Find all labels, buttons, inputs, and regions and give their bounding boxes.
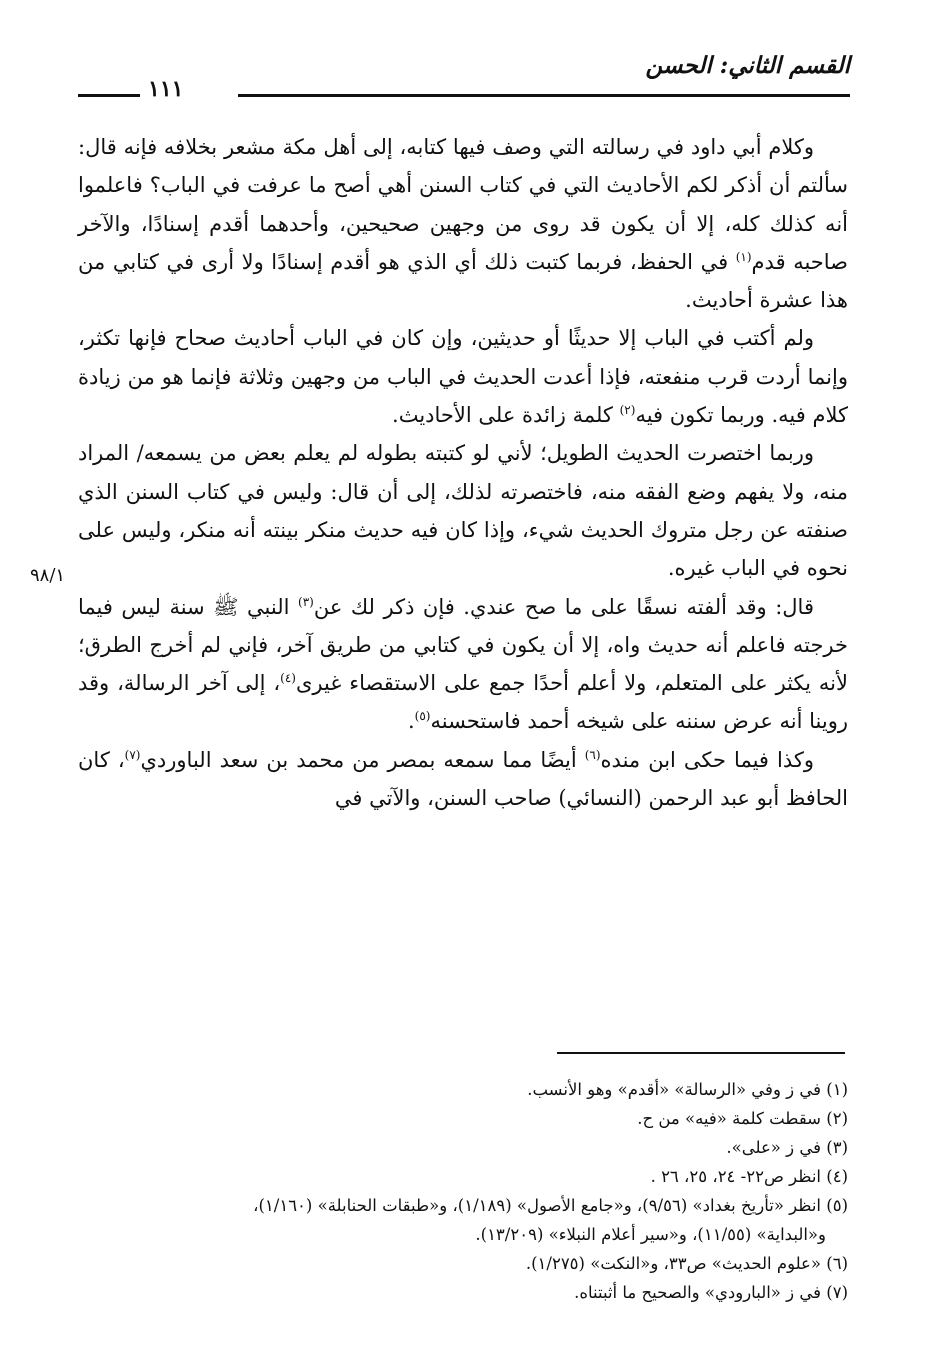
paragraph-5: [78, 741, 848, 818]
footnote-marker: (٧): [124, 747, 141, 762]
text-run: وربما اختصرت الحديث الطويل؛ لأني لو كتبته بطوله لم يعلم بعض من يسمعه/ المراد منه، ولا يفهم وضع الفقه منه، فاختصرته لذلك، إلى أن قال: وليس في كتاب السنن الذي صنفته عن رجل متروك الحديث شيء، وإذا كان فيه حديث منكر بينته أنه منكر، وليس على نحوه في الباب غيره.: [78, 441, 848, 581]
paragraph-3: [78, 434, 848, 587]
paragraph-2: [78, 319, 848, 434]
footnote-marker: (٣): [298, 594, 314, 609]
paragraph-1: [78, 128, 848, 319]
text-run: .: [407, 709, 415, 734]
text-run: قال: وقد ألفته نسقًا على ما صح عندي. فإن ذكر لك عن: [313, 594, 814, 619]
margin-reference: ٩٨/١: [30, 565, 66, 586]
footnote-marker: (٦): [584, 747, 601, 762]
header-rule-long: [238, 94, 850, 97]
text-run: ، كان الحافظ أبو عبد الرحمن (النسائي) صاحب السنن، والآتي في: [78, 747, 848, 811]
footnote-4: (٤) انظر ص٢٢- ٢٤، ٢٥، ٢٦ .: [650, 1167, 848, 1186]
footnote-7: (٧) في ز «البارودي» والصحيح ما أثبتناه.: [574, 1283, 848, 1302]
footnote-marker: (٢): [619, 403, 636, 418]
text-run: ولم أكتب في الباب إلا حديثًا أو حديثين، وإن كان في الباب أحاديث صحاح فإنها تكثر، وإنما أردت قرب منفعته، فإذا أعدت الحديث في الباب من وجهين وثلاثة فإنما هو من زيادة كلام فيه. وربما تكون فيه: [78, 326, 848, 428]
footnote-separator: [557, 1052, 845, 1054]
text-run: ، إلى آخر الرسالة، وقد روينا أنه عرض سننه على شيخه أحمد فاستحسنه: [78, 671, 848, 734]
footnote-1: (١) في ز وفي «الرسالة» «أقدم» وهو الأنسب.: [527, 1080, 848, 1099]
text-run: في الحفظ، فربما كتبت ذلك أي الذي هو أقدم إسنادًا ولا أرى في كتابي من هذا عشرة أحاديث.: [78, 249, 848, 313]
header-rule-short: [78, 94, 140, 97]
running-title: القسم الثاني: الحسن: [645, 52, 850, 79]
footnote-3: (٣) في ز «على».: [726, 1138, 848, 1157]
page-header: [78, 52, 850, 102]
text-run: كلمة زائدة على الأحاديث.: [392, 403, 620, 428]
text-run: وكذا فيما حكى ابن منده: [600, 747, 814, 772]
text-run: النبي ﷺ سنة ليس فيما خرجته فاعلم أنه حديث واه، إلا أن يكون في كتابي من طريق آخر، فإني لم أخرج الطرق؛ لأنه يكثر على المتعلم، ولا أعلم أحدًا جمع على الاستقصاء غيرى: [78, 594, 848, 696]
footnotes: [78, 1075, 848, 1307]
footnote-marker: (٤): [280, 671, 296, 686]
footnote-marker: (١): [735, 249, 752, 264]
paragraph-4: [78, 588, 848, 741]
footnote-2: (٢) سقطت كلمة «فيه» من ح.: [637, 1109, 848, 1128]
footnote-5-continued: و«البداية» (١١/٥٥)، و«سير أعلام النبلاء» (١٣/٢٠٩).: [475, 1225, 826, 1244]
text-run: وكلام أبي داود في رسالته التي وصف فيها كتابه، إلى أهل مكة مشعر بخلافه فإنه قال: سألتم أن أذكر لكم الأحاديث التي في كتاب السنن أهي أصح ما عرفت في الباب؟ فاعلموا أنه كذلك كله، إلا أن يكون قد روى من وجهين صحيحين، وأحدهما أقدم إسنادًا، والآخر صاحبه قدم: [78, 135, 849, 274]
footnote-6: (٦) «علوم الحديث» ص٣٣، و«النكت» (١/٢٧٥).: [525, 1254, 848, 1273]
main-text: [78, 128, 848, 817]
footnote-5: (٥) انظر «تأريخ بغداد» (٩/٥٦)، و«جامع الأصول» (١/١٨٩)، و«طبقات الحنابلة» (١/١٦٠)،: [253, 1196, 848, 1215]
page-number: ١١١: [148, 76, 184, 102]
text-run: أيضًا مما سمعه بمصر من محمد بن سعد الباوردي: [140, 747, 585, 772]
footnote-marker: (٥): [414, 709, 431, 724]
